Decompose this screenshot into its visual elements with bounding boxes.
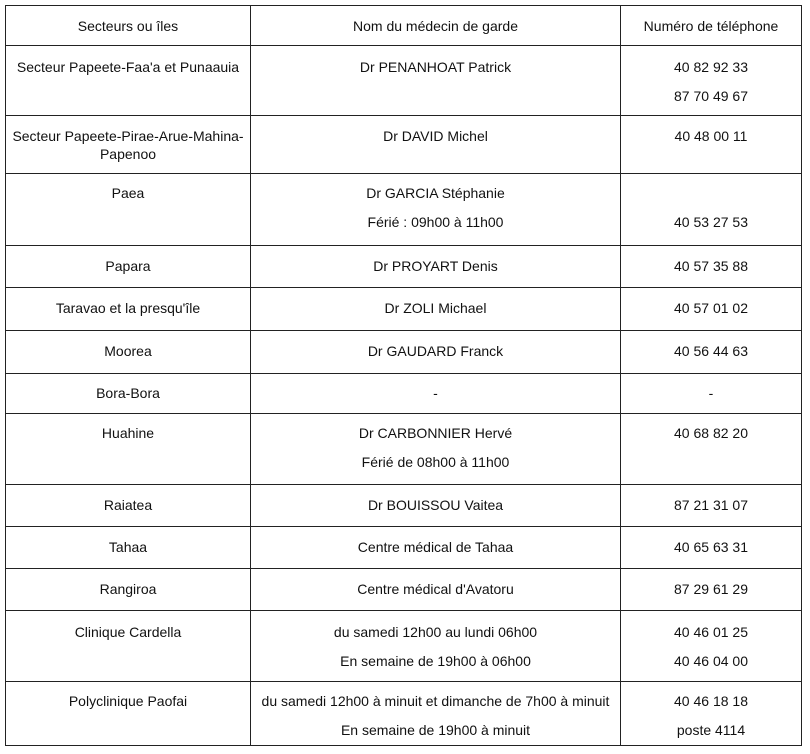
phone-line: 40 46 18 18 <box>674 693 748 709</box>
doctor-cell <box>251 569 621 611</box>
phone-line: 40 65 63 31 <box>674 539 748 555</box>
phone-cell <box>621 288 802 331</box>
doctor-cell <box>251 174 621 246</box>
table-row <box>6 414 802 485</box>
sector-cell: Tahaa <box>6 527 251 569</box>
phone-line: poste 4114 <box>676 722 746 738</box>
sector-cell: Papara <box>6 246 251 288</box>
phone-line: 40 57 35 88 <box>674 258 748 274</box>
sector-cell: Bora-Bora <box>6 374 251 414</box>
phone-cell <box>621 116 802 174</box>
sector-cell: Huahine <box>6 414 251 485</box>
sector-cell: Secteur Papeete-Pirae-Arue-Mahina-Papenoo <box>6 116 251 174</box>
sector-cell: Rangiroa <box>6 569 251 611</box>
table-row <box>6 611 802 682</box>
phone-cell <box>621 485 802 527</box>
table-row <box>6 527 802 569</box>
header-doctor: Nom du médecin de garde <box>251 6 621 46</box>
sector-cell: Clinique Cardella <box>6 611 251 682</box>
doctor-line: En semaine de 19h00 à 06h00 <box>340 653 531 669</box>
phone-line: 40 57 01 02 <box>674 300 748 316</box>
doctor-line: Dr GARCIA Stéphanie <box>366 185 505 201</box>
sector-cell: Secteur Papeete-Faa'a et Punaauia <box>6 46 251 116</box>
phone-cell <box>621 246 802 288</box>
table-row <box>6 569 802 611</box>
sector-cell: Paea <box>6 174 251 246</box>
phone-cell <box>621 682 802 746</box>
phone-line: 40 46 04 00 <box>674 653 748 669</box>
phone-cell <box>621 374 802 414</box>
phone-cell <box>621 174 802 246</box>
doctor-line: Férié de 08h00 à 11h00 <box>361 454 510 470</box>
sector-cell: Taravao et la presqu'île <box>6 288 251 331</box>
header-sector: Secteurs ou îles <box>6 6 251 46</box>
phone-line: 87 21 31 07 <box>674 497 748 513</box>
doctor-line: du samedi 12h00 au lundi 06h00 <box>333 624 538 640</box>
table-body <box>6 46 802 746</box>
doctor-line: Dr ZOLI Michael <box>384 300 487 316</box>
table-row <box>6 331 802 374</box>
phone-line: 87 29 61 29 <box>674 581 748 597</box>
doctor-cell <box>251 246 621 288</box>
phone-line: 40 46 01 25 <box>674 624 748 640</box>
header-phone: Numéro de téléphone <box>621 6 802 46</box>
doctor-cell <box>251 682 621 746</box>
phone-line: 40 48 00 11 <box>674 128 748 144</box>
phone-line: 40 56 44 63 <box>674 343 748 359</box>
table-row <box>6 174 802 246</box>
doctor-line: En semaine de 19h00 à minuit <box>340 722 531 738</box>
phone-line <box>625 184 797 202</box>
doctor-line: Dr CARBONNIER Hervé <box>358 425 513 441</box>
doctor-line: Dr PENANHOAT Patrick <box>359 59 512 75</box>
table-row <box>6 116 802 174</box>
phone-cell <box>621 331 802 374</box>
doctor-cell <box>251 485 621 527</box>
doctor-line: du samedi 12h00 à minuit et dimanche de 7h00 à minuit <box>261 693 610 709</box>
phone-cell <box>621 414 802 485</box>
table-header-row <box>6 6 802 46</box>
doctor-line: Dr BOUISSOU Vaitea <box>367 497 504 513</box>
doctor-cell <box>251 414 621 485</box>
doctor-cell <box>251 116 621 174</box>
doctor-cell <box>251 331 621 374</box>
phone-cell <box>621 611 802 682</box>
sector-cell: Raiatea <box>6 485 251 527</box>
phone-line: 40 82 92 33 <box>674 59 748 75</box>
on-call-doctors-table <box>5 5 802 746</box>
doctor-cell <box>251 611 621 682</box>
sector-cell: Moorea <box>6 331 251 374</box>
table-row <box>6 46 802 116</box>
table-row <box>6 288 802 331</box>
table-row <box>6 485 802 527</box>
sector-cell: Polyclinique Paofai <box>6 682 251 746</box>
table-row <box>6 682 802 746</box>
phone-line: 40 53 27 53 <box>674 214 748 230</box>
phone-line: 87 70 49 67 <box>674 88 748 104</box>
table-row <box>6 374 802 414</box>
doctor-line: Centre médical de Tahaa <box>357 539 514 555</box>
table-row <box>6 246 802 288</box>
doctor-line: Dr PROYART Denis <box>373 258 498 274</box>
phone-line: 40 68 82 20 <box>674 425 748 441</box>
doctor-line: Férié : 09h00 à 11h00 <box>367 214 504 230</box>
phone-cell <box>621 527 802 569</box>
phone-cell <box>621 46 802 116</box>
doctor-cell <box>251 527 621 569</box>
phone-line: - <box>708 385 714 401</box>
doctor-cell <box>251 46 621 116</box>
doctor-line: Centre médical d'Avatoru <box>357 581 514 597</box>
doctor-cell <box>251 374 621 414</box>
doctor-line: Dr GAUDARD Franck <box>367 343 504 359</box>
doctor-line: - <box>433 385 438 401</box>
phone-cell <box>621 569 802 611</box>
doctor-line: Dr DAVID Michel <box>383 128 488 144</box>
doctor-cell <box>251 288 621 331</box>
